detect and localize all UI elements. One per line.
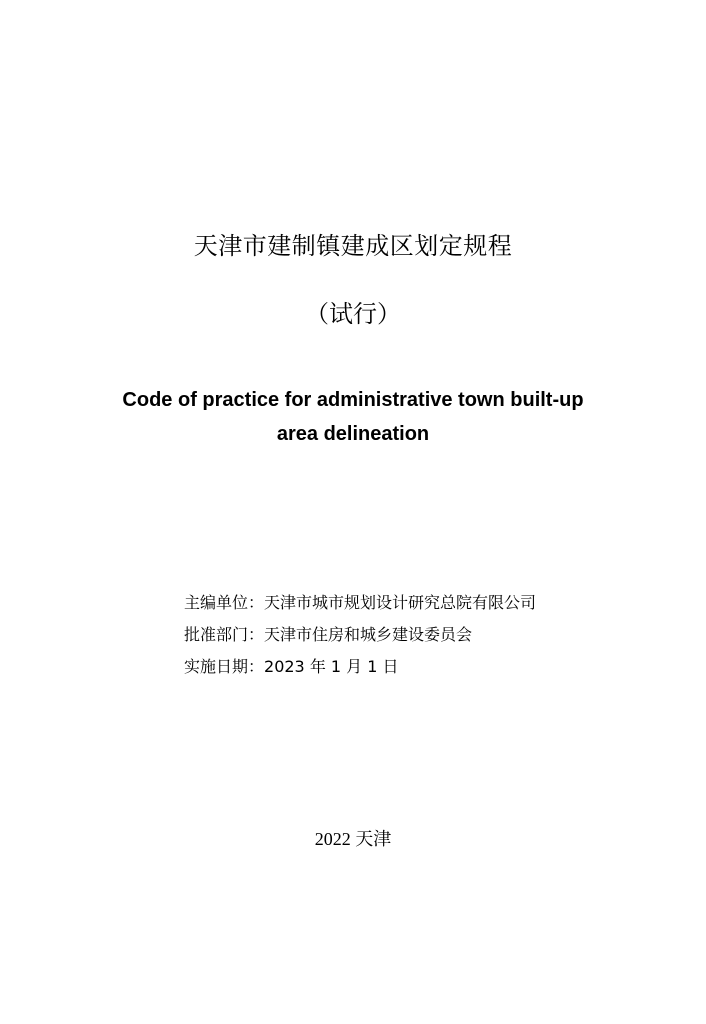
meta-label: 批准部门： (184, 625, 265, 644)
document-footer: 2022 天津 (314, 829, 392, 849)
english-title-line-2: area delineation (276, 423, 430, 445)
document-meta (184, 588, 664, 684)
meta-row-editor (184, 588, 664, 620)
meta-label: 实施日期： (184, 657, 265, 676)
english-title-line-1: Code of practice for administrative town built-up (122, 389, 584, 411)
meta-row-effective-date (184, 652, 664, 684)
meta-value: 2023 年 1 月 1 日 (264, 657, 399, 676)
meta-value: 天津市城市规划设计研究总院有限公司 (264, 593, 537, 612)
document-title: 天津市建制镇建成区划定规程 (193, 232, 513, 260)
meta-row-approver (184, 620, 664, 652)
meta-value: 天津市住房和城乡建设委员会 (264, 625, 473, 644)
meta-label: 主编单位： (184, 593, 265, 612)
document-subtitle: （试行） (305, 300, 401, 328)
english-title (80, 383, 626, 451)
